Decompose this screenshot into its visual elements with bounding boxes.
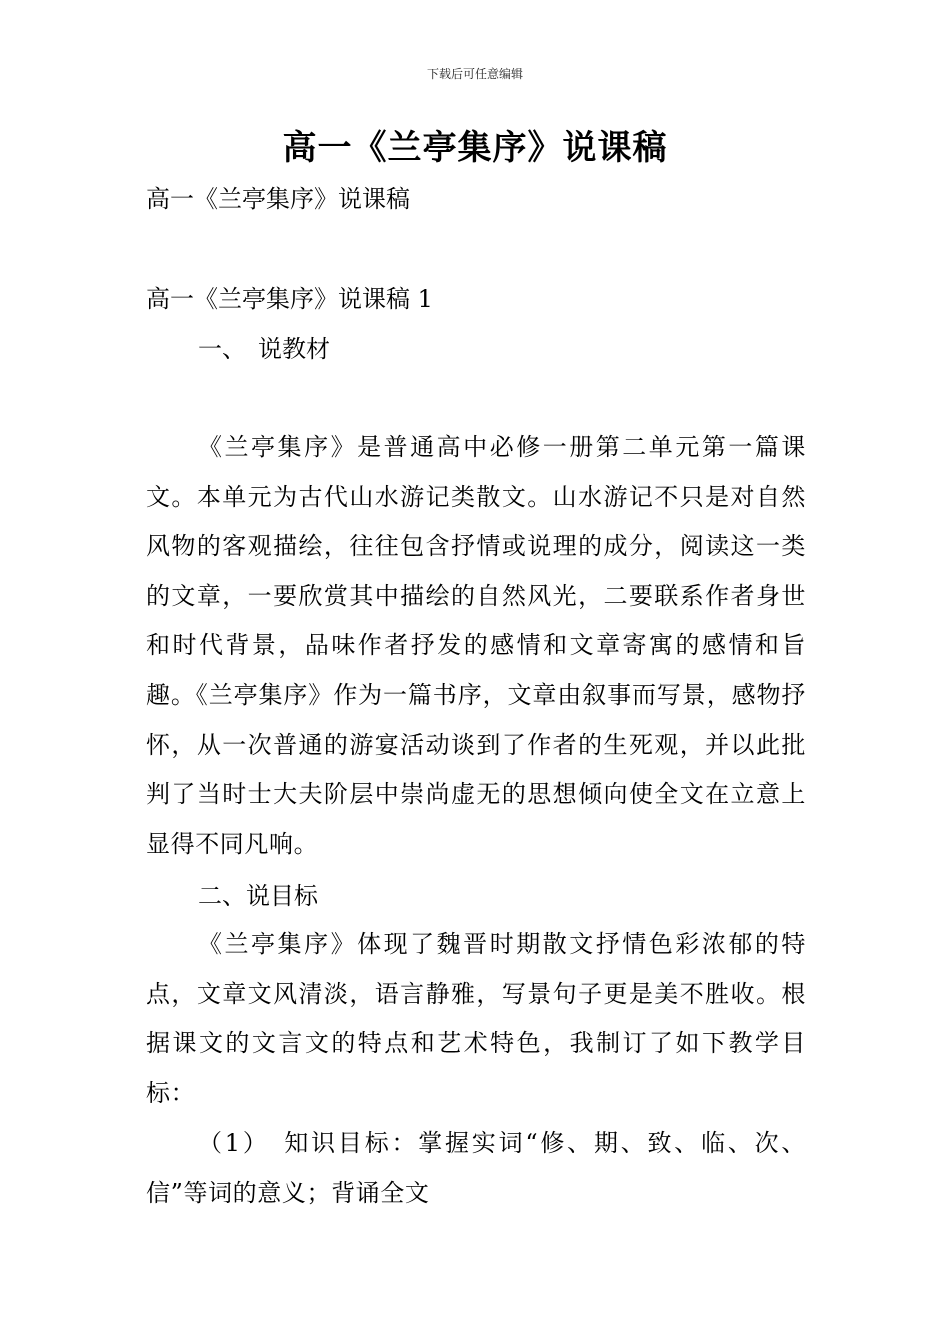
document-title: 高一《兰亭集序》说课稿	[282, 128, 668, 168]
header-note: 下载后可任意编辑	[426, 67, 523, 81]
paragraph-knowledge-objective: （1） 知识目标：掌握实词“修、期、致、临、次、信”等词的意义；背诵全文	[146, 1129, 806, 1207]
section-title: 高一《兰亭集序》说课稿 1	[146, 285, 433, 313]
paragraph-teaching-material: 《兰亭集序》是普通高中必修一册第二单元第一篇课文。本单元为古代山水游记类散文。山水游记不只是对自然风物的客观描绘，往往包含抒情或说理的成分，阅读这一类的文章，一要欣赏其中描绘的自然风光，二要联系作者身世和时代背景，品味作者抒发的感情和文章寄寓的感情和旨趣。《兰亭集序》作为一篇书序，文章由叙事而写景，感物抒怀，从一次普通的游宴活动谈到了作者的生死观，并以此批判了当时士大夫阶层中崇尚虚无的思想倾向使全文在立意上显得不同凡响。	[146, 433, 806, 858]
heading-objectives: 二、说目标	[198, 882, 318, 910]
paragraph-objectives: 《兰亭集序》体现了魏晋时期散文抒情色彩浓郁的特点，文章文风清淡，语言静雅，写景句子更是美不胜收。根据课文的文言文的特点和艺术特色，我制订了如下教学目标：	[146, 930, 806, 1107]
subtitle: 高一《兰亭集序》说课稿	[146, 185, 410, 213]
heading-teaching-material: 一、 说教材	[198, 335, 330, 363]
